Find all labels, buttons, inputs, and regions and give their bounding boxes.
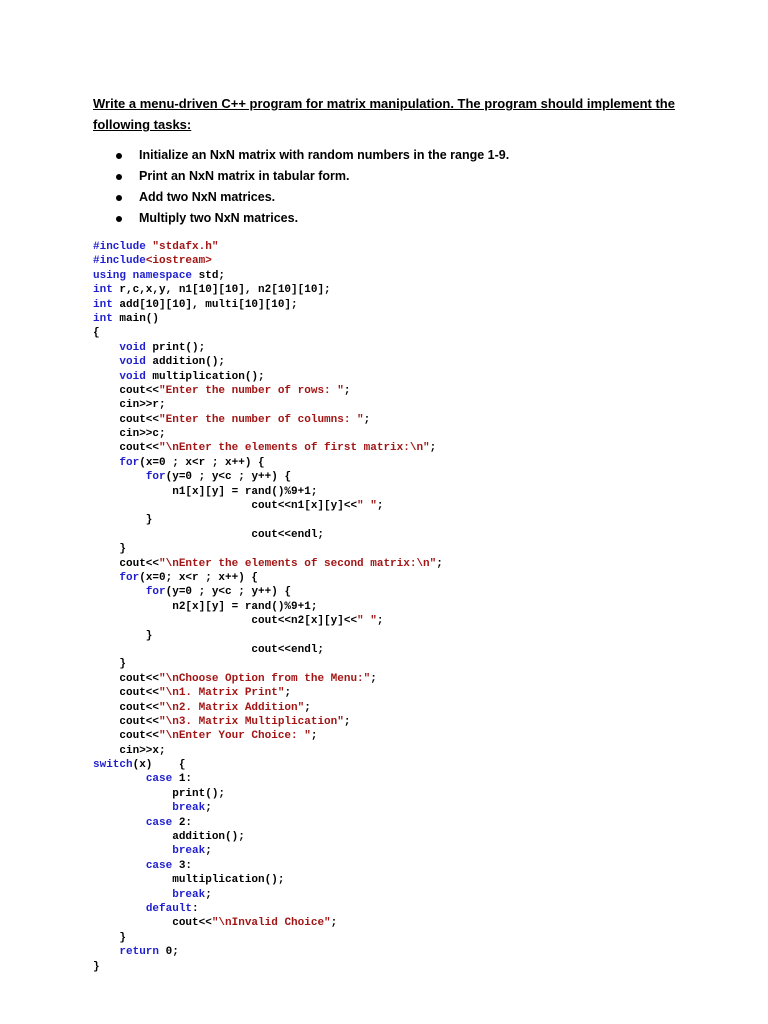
code-line	[93, 470, 443, 484]
code-line	[93, 931, 443, 945]
code-line	[93, 269, 443, 283]
code-text: n2[x][y] = rand()%9+1;	[93, 600, 318, 613]
code-keyword: break	[172, 802, 206, 815]
code-string: <iostream>	[145, 255, 212, 268]
code-keyword: void	[119, 341, 153, 354]
code-text: ;	[436, 557, 443, 570]
code-line	[93, 902, 443, 916]
code-string: " "	[357, 615, 377, 628]
code-string: "\nEnter Your Choice: "	[159, 730, 311, 743]
code-text	[93, 342, 119, 354]
code-line	[93, 571, 443, 585]
code-line	[93, 787, 443, 801]
code-text	[93, 356, 119, 368]
code-text	[93, 903, 146, 915]
code-line	[93, 384, 443, 398]
code-text	[93, 773, 146, 785]
code-line	[93, 859, 443, 873]
code-keyword: #include	[93, 241, 153, 253]
code-text: cout<<endl;	[93, 528, 325, 541]
code-text	[93, 586, 146, 598]
code-line	[93, 844, 443, 858]
code-keyword: void	[119, 356, 153, 369]
code-text: ;	[205, 888, 212, 901]
code-line	[93, 916, 443, 930]
code-keyword: switch	[93, 759, 133, 772]
code-text: {	[93, 327, 100, 340]
code-line	[93, 873, 443, 887]
code-text: }	[93, 931, 127, 944]
code-line	[93, 312, 443, 326]
code-text: print();	[93, 787, 226, 800]
code-text: }	[93, 658, 127, 671]
code-text: cout<<	[93, 715, 160, 728]
code-line	[93, 427, 443, 441]
code-string: "stdafx.h"	[152, 241, 219, 253]
code-text: cout<<n2[x][y]<<	[93, 615, 358, 628]
code-text	[93, 471, 146, 483]
code-line	[93, 542, 443, 556]
code-text: cout<<endl;	[93, 643, 325, 656]
code-line	[93, 341, 443, 355]
code-text: ;	[363, 413, 371, 426]
code-keyword: int	[93, 312, 120, 325]
code-text	[93, 946, 119, 958]
code-text: r,c,x,y, n1[10][10], n2[10][10];	[119, 284, 331, 297]
code-text	[93, 860, 146, 872]
code-text: addition();	[152, 356, 226, 369]
code-keyword: int	[93, 284, 120, 297]
code-string: "\n3. Matrix Multiplication"	[159, 715, 344, 728]
code-text: std;	[198, 269, 226, 282]
code-text: cout<<	[93, 557, 160, 570]
code-line	[93, 326, 443, 340]
heading-line-1: Write a menu-driven C++ program for matrix manipulation. The program should implement the	[93, 96, 675, 111]
code-text	[93, 371, 119, 383]
code-text: }	[93, 514, 153, 527]
code-line	[93, 513, 443, 527]
code-text: (y=0 ; y<c ; y++) {	[165, 586, 292, 599]
code-text: :	[192, 902, 199, 915]
code-line	[93, 485, 443, 499]
code-text	[93, 802, 172, 814]
code-line	[93, 729, 443, 743]
code-text: }	[93, 960, 100, 973]
code-text: ;	[376, 615, 384, 628]
code-text: ;	[304, 701, 311, 714]
code-line	[93, 672, 443, 686]
code-text: (x=0 ; x<r ; x++) {	[139, 456, 265, 469]
heading-line-2: following tasks:	[93, 117, 192, 132]
code-line	[93, 686, 443, 700]
code-text: ;	[205, 845, 212, 858]
code-keyword: case	[145, 816, 179, 829]
code-text: cout<<	[93, 687, 160, 700]
code-keyword: return	[119, 946, 166, 959]
code-text: cout<<	[93, 442, 160, 455]
code-line	[93, 298, 443, 312]
code-line	[93, 614, 443, 628]
code-line	[93, 960, 443, 974]
code-text: }	[93, 543, 127, 556]
code-string: "\nEnter the elements of first matrix:\n"	[159, 442, 430, 455]
code-keyword: for	[145, 586, 166, 599]
code-line	[93, 643, 443, 657]
code-keyword: int	[93, 298, 120, 311]
code-text: cout<<n1[x][y]<<	[93, 500, 358, 513]
code-line	[93, 758, 443, 772]
code-keyword: using namespace	[93, 269, 199, 282]
code-line	[93, 528, 443, 542]
code-line	[93, 499, 443, 513]
code-text: ;	[330, 917, 338, 930]
code-line	[93, 715, 443, 729]
code-text: cout<<	[93, 730, 160, 743]
code-keyword: case	[145, 859, 179, 872]
code-text: main()	[119, 312, 160, 325]
code-text: ;	[343, 384, 351, 397]
code-keyword: default	[145, 902, 193, 915]
code-text: 2:	[178, 816, 193, 829]
code-line	[93, 585, 443, 599]
code-keyword: #include	[93, 255, 146, 268]
code-keyword: case	[145, 773, 179, 786]
code-string: "\n2. Matrix Addition"	[159, 701, 305, 714]
code-text: cout<<	[93, 672, 160, 685]
code-string: "\nChoose Option from the Menu:"	[159, 672, 371, 685]
code-text: 0;	[165, 946, 179, 959]
code-text: print();	[152, 341, 206, 354]
code-line	[93, 283, 443, 297]
code-text	[93, 845, 172, 857]
task-list	[114, 145, 509, 229]
code-line	[93, 456, 443, 470]
code-keyword: for	[119, 456, 140, 469]
code-text: ;	[205, 802, 212, 815]
code-text: multiplication();	[152, 370, 265, 383]
code-string: "\nInvalid Choice"	[211, 917, 331, 930]
code-line	[93, 629, 443, 643]
code-text: 1:	[178, 773, 193, 786]
code-line	[93, 772, 443, 786]
code-line	[93, 600, 443, 614]
code-line	[93, 657, 443, 671]
code-line	[93, 888, 443, 902]
code-text: n1[x][y] = rand()%9+1;	[93, 485, 318, 498]
code-keyword: void	[119, 370, 153, 383]
code-listing	[93, 240, 443, 974]
code-keyword: break	[172, 888, 206, 901]
code-text: multiplication();	[93, 874, 285, 887]
task-item: Print an NxN matrix in tabular form.	[114, 166, 509, 187]
code-line	[93, 557, 443, 571]
code-text	[93, 889, 172, 901]
code-line	[93, 816, 443, 830]
code-line	[93, 398, 443, 412]
code-text: cin>>x;	[93, 744, 166, 757]
code-text: }	[93, 629, 153, 642]
code-text: cin>>c;	[93, 428, 166, 441]
code-text: cout<<	[93, 384, 160, 397]
task-item: Multiply two NxN matrices.	[114, 208, 509, 229]
code-keyword: for	[145, 471, 166, 484]
code-text: addition();	[93, 831, 245, 844]
code-line	[93, 254, 443, 268]
code-line	[93, 355, 443, 369]
code-text: cin>>r;	[93, 399, 166, 412]
code-keyword: break	[172, 845, 206, 858]
code-line	[93, 801, 443, 815]
code-string: " "	[357, 500, 377, 513]
code-string: "\n1. Matrix Print"	[159, 687, 285, 700]
code-text: ;	[284, 687, 292, 700]
task-item: Initialize an NxN matrix with random numbers in the range 1-9.	[114, 145, 509, 166]
code-line	[93, 744, 443, 758]
code-keyword: for	[119, 571, 140, 584]
code-text: 3:	[178, 859, 193, 872]
code-text	[93, 572, 119, 584]
code-text	[93, 817, 146, 829]
code-line	[93, 413, 443, 427]
code-line	[93, 945, 443, 959]
code-line	[93, 240, 443, 254]
code-string: "\nEnter the elements of second matrix:\n"	[159, 557, 437, 570]
code-text: (x) {	[132, 759, 186, 772]
code-text: cout<<	[93, 413, 160, 426]
code-text: add[10][10], multi[10][10];	[119, 298, 298, 311]
code-text: ;	[343, 715, 351, 728]
code-text: (y=0 ; y<c ; y++) {	[165, 471, 292, 484]
assignment-heading	[93, 93, 693, 135]
code-line	[93, 370, 443, 384]
code-text: ;	[370, 672, 377, 685]
code-text: ;	[310, 730, 318, 743]
code-text: ;	[376, 500, 384, 513]
code-line	[93, 441, 443, 455]
code-text: cout<<	[93, 917, 212, 930]
code-text: cout<<	[93, 701, 160, 714]
task-item: Add two NxN matrices.	[114, 187, 509, 208]
code-string: "Enter the number of rows: "	[159, 384, 344, 397]
code-text: ;	[429, 442, 437, 455]
code-string: "Enter the number of columns: "	[159, 413, 364, 426]
code-text: (x=0; x<r ; x++) {	[139, 571, 259, 584]
code-line	[93, 701, 443, 715]
code-line	[93, 830, 443, 844]
code-text	[93, 457, 119, 469]
